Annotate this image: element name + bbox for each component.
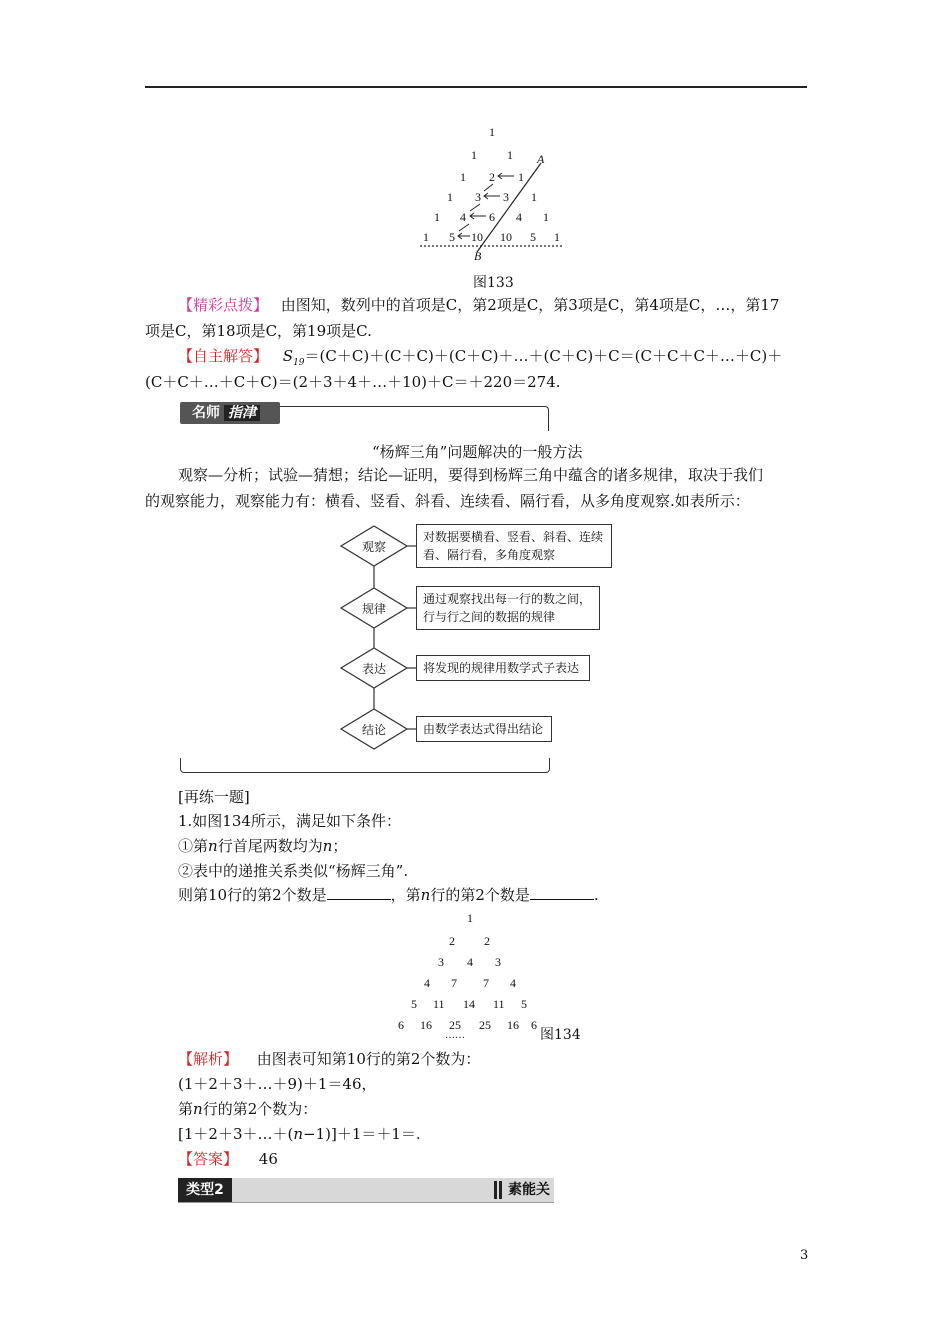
tri-cell: 4 <box>424 976 430 990</box>
tri-cell: 3 <box>475 190 481 204</box>
flow-desc-line: 由数学表达式得出结论 <box>423 722 544 736</box>
analysis-line2: (1＋2＋3＋…＋9)＋1＝46， <box>178 1075 377 1093</box>
guide-badge-a: 名师 <box>192 405 220 421</box>
tri-cell: 10 <box>500 230 512 244</box>
cond1-pre: ①第 <box>178 837 209 855</box>
analysis-l4-pre: [1＋2＋3＋…＋( <box>178 1125 294 1143</box>
tri-cell: 1 <box>489 125 495 139</box>
tri-cell: 1 <box>531 190 537 204</box>
analysis-l4-post: −1)]＋1＝＋1＝. <box>303 1125 421 1143</box>
tri-cell: 1 <box>467 911 473 925</box>
tri-cell: 5 <box>411 997 417 1011</box>
tri-cell: 1 <box>447 190 453 204</box>
exercise-q1: 1.如图134所示，满足如下条件： <box>178 812 401 830</box>
tri-cell: 4 <box>460 210 466 224</box>
answer-value: 46 <box>258 1150 278 1168</box>
tri-cell: 5 <box>521 997 527 1011</box>
solution-text1: ＝(C＋C)＋(C＋C)＋(C＋C)＋…＋(C＋C)＋C＝(C＋C＋C＋…＋C)＋ <box>304 347 783 365</box>
analysis-l3-post: 行的第2个数为： <box>202 1100 318 1118</box>
analysis-tag: 【解析】 <box>178 1050 239 1068</box>
tri-cell: 10 <box>471 230 483 244</box>
tri-cell: 1 <box>434 210 440 224</box>
label-a: A <box>537 152 545 166</box>
ask-var: n <box>420 886 431 904</box>
tri-cell: 3 <box>495 955 501 969</box>
tri-cell: 1 <box>543 210 549 224</box>
tri-cell: 2 <box>484 934 490 948</box>
tri-cell: 1 <box>507 148 513 162</box>
guide-title: “杨辉三角”问题解决的一般方法 <box>372 443 583 461</box>
page-number: 3 <box>800 1248 809 1263</box>
cond1-var: n <box>208 837 218 855</box>
tri-cell: 2 <box>449 934 455 948</box>
tri-cell: 6 <box>398 1018 404 1032</box>
tri-cell: 1 <box>460 170 466 184</box>
cond1-var2: n <box>322 837 333 855</box>
guide-badge-b: 指津 <box>224 405 260 421</box>
solution-tag: 【自主解答】 <box>178 347 269 365</box>
type-label: 类型2 <box>178 1178 232 1202</box>
guide-para1: 观察—分析；试验—猜想；结论—证明，要得到杨辉三角中蕴含的诸多规律，取决于我们 <box>178 466 764 484</box>
flow-desc-line: 通过观察找出每一行的数之间， <box>423 592 592 606</box>
tri-cell: 2 <box>489 170 495 184</box>
tri-cell: 16 <box>420 1018 432 1032</box>
flow-step-label: 规律 <box>362 602 387 616</box>
flow-step-label: 表达 <box>362 662 387 676</box>
tri-cell: 1 <box>554 230 560 244</box>
tri-cell: 3 <box>503 190 509 204</box>
tri-cell: 7 <box>451 976 457 990</box>
analysis-line1 <box>178 1048 480 1070</box>
tri-cell: 1 <box>471 148 477 162</box>
exercise-header: [再练一题] <box>178 788 250 806</box>
tri-cell: 7 <box>483 976 489 990</box>
tri-cell: 5 <box>449 230 455 244</box>
highlight-tag: 【精彩点拨】 <box>178 296 269 314</box>
type-right <box>494 1178 554 1202</box>
figure-134-caption: 图134 <box>540 1027 581 1043</box>
flow-step-label: 观察 <box>362 540 387 554</box>
highlight-text1: 由图知，数列中的首项是C，第2项是C，第3项是C，第4项是C，…，第17 <box>280 296 780 314</box>
solution-line2: (C＋C＋…＋C＋C)＝(2＋3＋4＋…＋10)＋C＝＋220＝274. <box>145 373 561 391</box>
analysis-line4 <box>178 1123 421 1145</box>
tri-cell: 4 <box>516 210 522 224</box>
tri-dots: …… <box>445 1030 465 1041</box>
tri-cell: 4 <box>510 976 516 990</box>
flow-step-label: 结论 <box>362 723 387 737</box>
analysis-l4-var: n <box>293 1125 304 1143</box>
tri-cell: 16 <box>507 1018 519 1032</box>
analysis-text1: 由图表可知第10行的第2个数为： <box>256 1050 481 1068</box>
tri-cell: 11 <box>493 997 505 1011</box>
tri-cell: 6 <box>489 210 495 224</box>
cond1-post: 行首尾两数均为 <box>217 837 323 855</box>
tri-cell: 14 <box>463 997 475 1011</box>
ask-pre: 则第10行的第2个数是 <box>178 886 327 904</box>
guide-para2: 的观察能力，观察能力有：横看、竖看、斜看、连续看、隔行看，从多角度观察.如表所示： <box>145 492 750 510</box>
ask-mid-post: 行的第2个数是 <box>430 886 530 904</box>
ask-mid-pre: ，第 <box>390 886 421 904</box>
analysis-l3-pre: 第 <box>178 1100 194 1118</box>
tri-cell: 1 <box>518 170 524 184</box>
tri-cell: 25 <box>449 1018 461 1032</box>
tri-cell: 3 <box>438 955 444 969</box>
flow-desc-line: 对数据要横看、竖看、斜看、连续 <box>423 530 604 544</box>
cond1-end: ； <box>332 837 348 855</box>
tri-cell: 25 <box>479 1018 491 1032</box>
tri-cell: 4 <box>467 955 473 969</box>
tri-cell: 6 <box>531 1018 537 1032</box>
type-right-text: 素能关 <box>508 1182 550 1198</box>
analysis-l3-var: n <box>193 1100 203 1118</box>
tri-cell: 11 <box>433 997 445 1011</box>
answer-tag: 【答案】 <box>178 1150 239 1168</box>
label-b: B <box>474 249 482 263</box>
answer-line <box>178 1148 278 1170</box>
flow-desc-line: 看、隔行看，多角度观察 <box>423 548 556 562</box>
exercise-cond2: ②表中的递推关系类似“杨辉三角”. <box>178 862 409 880</box>
highlight-line2: 项是C，第18项是C，第19项是C. <box>145 322 372 340</box>
ask-end: . <box>593 886 599 904</box>
tri-cell: 1 <box>423 230 429 244</box>
flow-desc-line: 将发现的规律用数学式子表达 <box>423 661 580 675</box>
tri-cell: 5 <box>530 230 536 244</box>
solution-sym: $S_{19}$ <box>282 347 305 368</box>
flow-desc-line: 行与行之间的数据的规律 <box>423 610 556 624</box>
analysis-line3 <box>178 1098 317 1120</box>
figure-133-caption: 图133 <box>473 275 514 291</box>
